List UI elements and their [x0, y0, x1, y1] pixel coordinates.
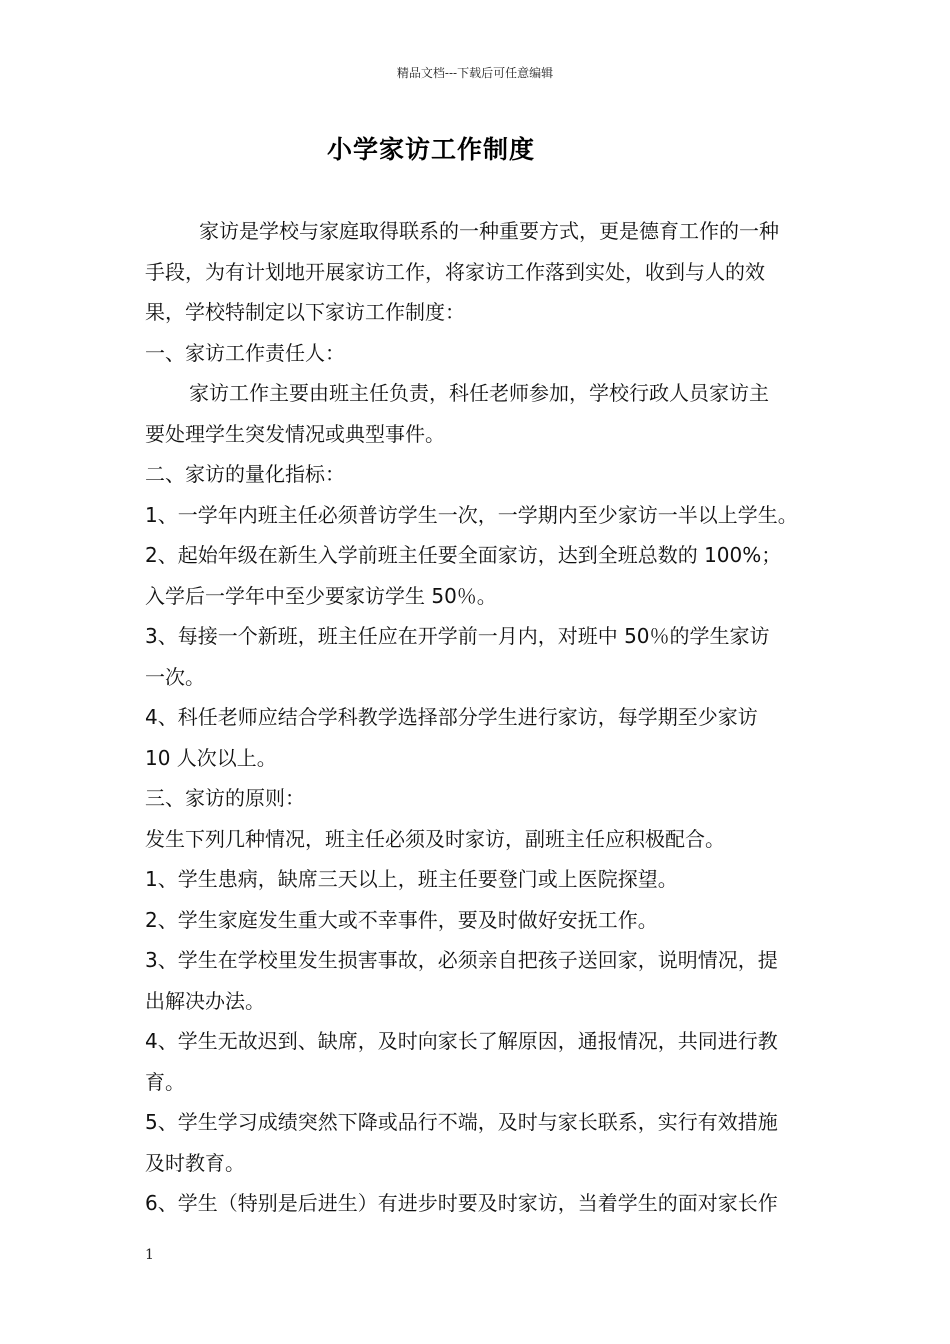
page-header: 精品文档---下载后可任意编辑	[396, 66, 554, 80]
list-item: 4、学生无故迟到、缺席，及时向家长了解原因，通报情况，共同进行教	[145, 1029, 778, 1053]
list-item: 6、学生（特别是后进生）有进步时要及时家访，当着学生的面对家长作	[145, 1191, 778, 1215]
list-item-continuation: 及时教育。	[145, 1150, 245, 1175]
list-item: 4、科任老师应结合学科教学选择部分学生进行家访，每学期至少家访	[145, 705, 758, 729]
list-item-continuation: 一次。	[145, 664, 205, 689]
list-item: 1、一学年内班主任必须普访学生一次，一学期内至少家访一半以上学生。	[145, 502, 798, 527]
paragraph-line: 要处理学生突发情况或典型事件。	[145, 421, 445, 446]
list-item-continuation: 出解决办法。	[145, 988, 265, 1013]
section-heading: 二、家访的量化指标：	[145, 462, 345, 486]
list-item: 2、起始年级在新生入学前班主任要全面家访，达到全班总数的 100%；	[145, 543, 782, 567]
paragraph-line: 果，学校特制定以下家访工作制度：	[145, 300, 465, 324]
paragraph-line: 手段，为有计划地开展家访工作，将家访工作落到实处，收到与人的效	[145, 259, 765, 284]
section-heading: 三、家访的原则：	[145, 786, 305, 810]
list-item: 3、学生在学校里发生损害事故，必须亲自把孩子送回家，说明情况，提	[145, 948, 778, 972]
paragraph-line: 家访工作主要由班主任负责，科任老师参加，学校行政人员家访主	[189, 381, 769, 405]
list-item-continuation: 育。	[145, 1069, 185, 1094]
paragraph-line: 发生下列几种情况，班主任必须及时家访，副班主任应积极配合。	[145, 826, 725, 851]
list-item: 1、学生患病，缺席三天以上，班主任要登门或上医院探望。	[145, 867, 678, 891]
document-body	[145, 211, 865, 1224]
list-item-continuation: 入学后一学年中至少要家访学生 50％。	[145, 583, 497, 608]
list-item-continuation: 10 人次以上。	[145, 745, 277, 770]
list-item: 5、学生学习成绩突然下降或品行不端，及时与家长联系，实行有效措施	[145, 1110, 778, 1134]
list-item: 3、每接一个新班，班主任应在开学前一月内，对班中 50％的学生家访	[145, 624, 770, 648]
list-item: 2、学生家庭发生重大或不幸事件，要及时做好安抚工作。	[145, 907, 658, 932]
page-number: 1	[145, 1247, 154, 1263]
document-title: 小学家访工作制度	[326, 135, 535, 164]
section-heading: 一、家访工作责任人：	[145, 340, 345, 365]
paragraph-line: 家访是学校与家庭取得联系的一种重要方式，更是德育工作的一种	[199, 219, 779, 243]
